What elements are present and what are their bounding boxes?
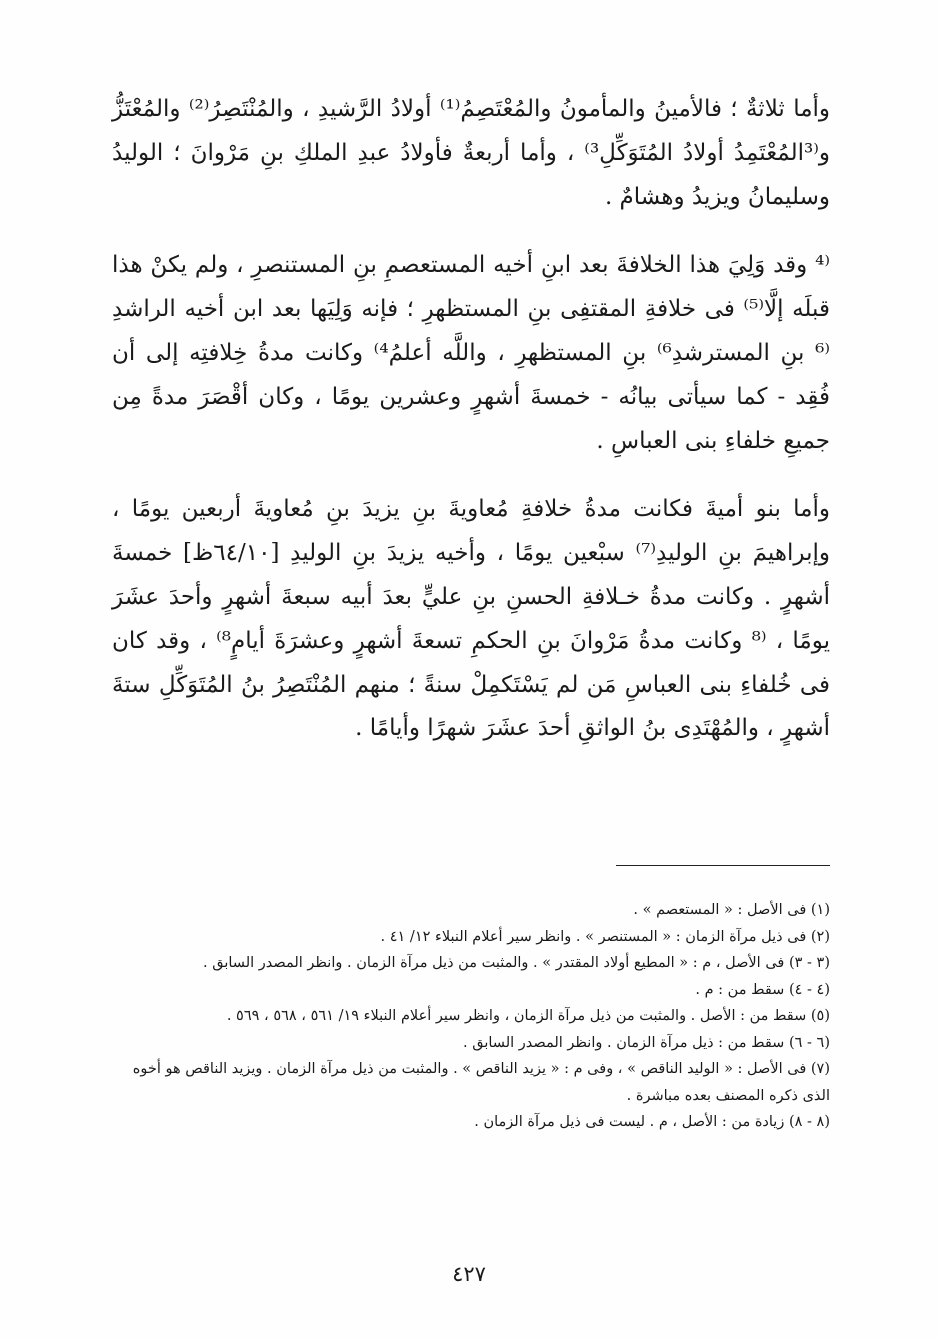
paragraph-3: وأما بنو أميةَ فكانت مدةُ خلافةِ مُعاويةَ بنِ يزيدَ بنِ مُعاويةَ أربعين يومًا ، وإبراهيمَ بنِ الوليدِ⁽⁷⁾ سبْعين يومًا ، وأخيه يزيدَ بنِ الوليدِ [٦٤/١٠ظ] خمسةَ أشهرٍ . وكانت مدةُ خـلافةِ الحسنِ بنِ عليٍّ بعدَ أبيه سبعةَ أشهرٍ وأحدَ عشَرَ يومًا ، ⁽⁸ وكانت مدةُ مَرْوانَ بنِ الحكمِ تسعةَ أشهرٍ وعشرَةَ أيامٍ⁸⁾ ، وقد كان فى خُلفاءِ بنى العباسِ مَن لم يَسْتَكمِلْ سنةً ؛ منهم المُنْتَصِرُ بنُ المُتَوَكِّلِ ستةَ أشهرٍ ، والمُهْتَدِى بنُ الواثقِ أحدَ عشَرَ شهرًا وأيامًا . <box>112 496 830 742</box>
paragraph-1: وأما ثلاثةٌ ؛ فالأمينُ والمأمونُ والمُعْتَصِمُ⁽¹⁾ أولادُ الرَّشيدِ ، والمُنْتَصِرُ⁽²⁾ والمُعْتَزُّ و⁽³المُعْتَمِدُ أولادُ المُتَوَكِّلِ³⁾ ، وأما أربعةٌ فأولادُ عبدِ الملكِ بنِ مَرْوانَ ؛ الوليدُ وسليمانُ ويزيدُ وهشامٌ . <box>112 96 831 210</box>
footnotes <box>112 897 830 1136</box>
footnote-divider <box>616 865 830 866</box>
page-number: ٤٢٧ <box>452 1262 486 1286</box>
main-text <box>112 88 830 751</box>
footnote-3: (٣ - ٣) فى الأصل ، م : « المطيع أولاد المقتدر » . والمثبت من ذيل مرآة الزمان . وانظر المصدر السابق . <box>203 955 830 971</box>
footnote-5: (٥) سقط من : الأصل . والمثبت من ذيل مرآة الزمان ، وانظر سير أعلام النبلاء ١٩/ ٥٦١ ، ٥٦٨ ، ٥٦٩ . <box>226 1008 830 1024</box>
footnote-2: (٢) فى ذيل مرآة الزمان : « المستنصر » . وانظر سير أعلام النبلاء ١٢/ ٤١ . <box>380 928 830 945</box>
footnote-6: (٦ - ٦) سقط من : ذيل مرآة الزمان . وانظر المصدر السابق . <box>463 1034 830 1051</box>
paragraph-2: ⁽⁴ وقد وَلِيَ هذا الخلافةَ بعد ابنِ أخيه المستعصمِ بنِ المستنصرِ ، ولم يكنْ هذا قبلَه إلَّا⁽⁵⁾ فى خلافةِ المقتفِى بنِ المستظهرِ ؛ فإنه وَلِيَها بعد ابن أخيه الراشدِ ⁽⁶ بنِ المسترشدِ⁶⁾ بنِ المستظهرِ ، واللَّه أعلمُ⁴⁾ وكانت مدةُ خِلافتِه إلى أن فُقِد - كما سيأتى بيانُه - خمسةَ أشهرٍ وعشرين يومًا ، وكان أقْصَرَ مدةً مِن جميعِ خلفاءِ بنى العباسِ . <box>112 252 830 454</box>
footnote-7: (٧) فى الأصل : « الوليد الناقص » ، وفى م : « يزيد الناقص » . والمثبت من ذيل مرآة الزمان . ويزيد الناقص هو أخوه الذى ذكره المصنف بعده مباشرة . <box>132 1061 830 1104</box>
footnote-8: (٨ - ٨) زيادة من : الأصل ، م . ليست فى ذيل مرآة الزمان . <box>474 1114 830 1130</box>
footnote-4: (٤ - ٤) سقط من : م . <box>695 981 830 998</box>
footnote-1: (١) فى الأصل : « المستعصم » . <box>633 902 830 918</box>
